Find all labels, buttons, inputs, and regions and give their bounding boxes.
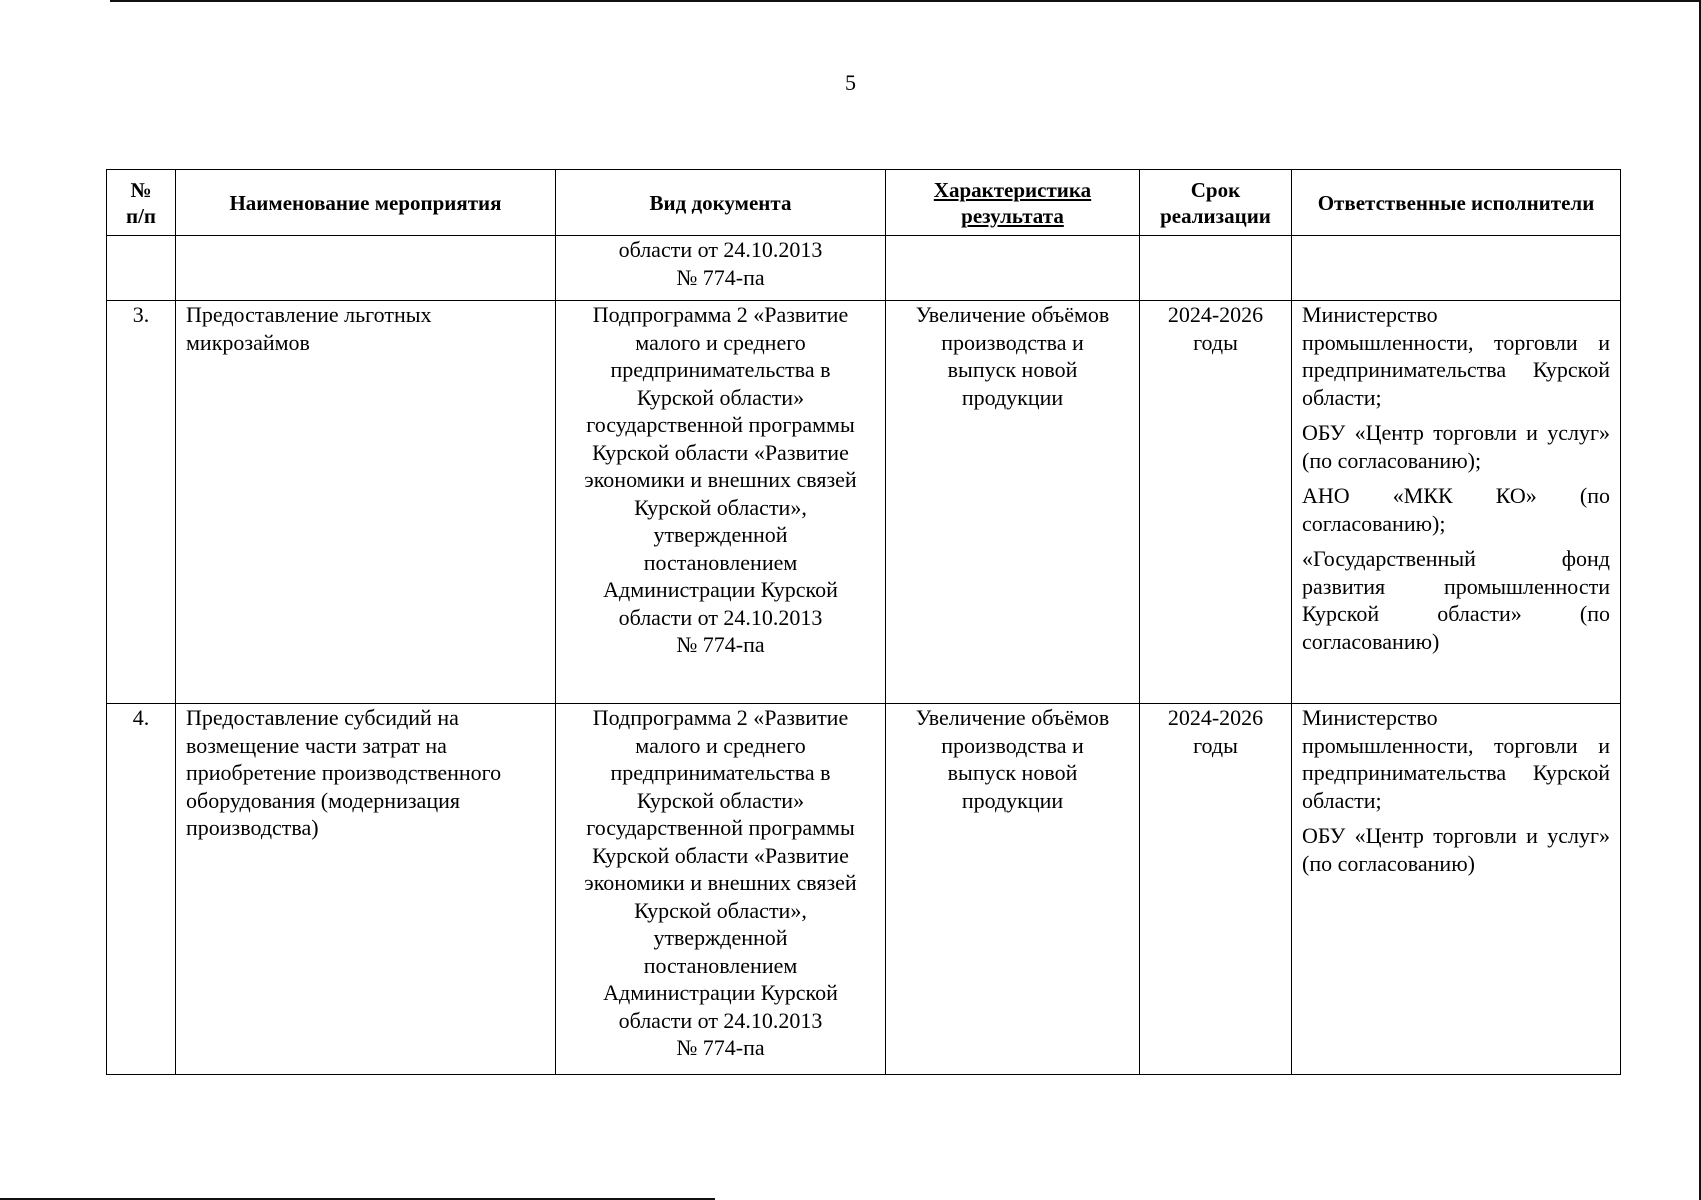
row-name: Предоставление субсидий на возмещение части затрат на приобретение производственного оборудования (модернизация производства) <box>176 704 556 1075</box>
row-result <box>886 236 1140 301</box>
row-executors <box>1292 704 1621 1075</box>
header-row <box>107 170 1621 236</box>
executor-item: «Государственный фонд развития промышленности Курской области» (по согласованию) <box>1302 546 1610 654</box>
row-term: 2024-2026 годы <box>1140 704 1292 1075</box>
table-header <box>107 170 1621 236</box>
executor-item: Министерство промышленности, торговли и предпринимательства Курской области; <box>1302 705 1610 813</box>
row-num: 4. <box>107 704 176 1075</box>
row-doc-type: Подпрограмма 2 «Развитие малого и среднего предпринимательства в Курской области» государственной программы Курской области «Развитие экономики и внешних связей Курской области», утвержденной постановлением Администрации Курской области от 24.10.2013 № 774-па <box>556 301 886 704</box>
executor-item: Министерство промышленности, торговли и предпринимательства Курской области; <box>1302 302 1610 410</box>
executor-item: АНО «МКК КО» (по согласованию); <box>1302 483 1610 536</box>
header-executors: Ответственные исполнители <box>1292 170 1621 236</box>
row-executors <box>1292 301 1621 704</box>
row-name <box>176 236 556 301</box>
header-result: Характеристика результата <box>886 170 1140 236</box>
page-number: 5 <box>845 70 856 95</box>
row-doc-type: Подпрограмма 2 «Развитие малого и среднего предпринимательства в Курской области» государственной программы Курской области «Развитие экономики и внешних связей Курской области», утвержденной постановлением Администрации Курской области от 24.10.2013 № 774-па <box>556 704 886 1075</box>
row-term: 2024-2026 годы <box>1140 301 1292 704</box>
row-executors <box>1292 236 1621 301</box>
header-num: № п/п <box>107 170 176 236</box>
header-term: Срок реализации <box>1140 170 1292 236</box>
row-doc-type: области от 24.10.2013 № 774-па <box>556 236 886 301</box>
row-result: Увеличение объёмов производства и выпуск новой продукции <box>886 301 1140 704</box>
row-num <box>107 236 176 301</box>
row-result: Увеличение объёмов производства и выпуск новой продукции <box>886 704 1140 1075</box>
table-row <box>107 704 1621 1075</box>
row-num: 3. <box>107 301 176 704</box>
row-term <box>1140 236 1292 301</box>
table-row <box>107 301 1621 704</box>
executor-item: ОБУ «Центр торговли и услуг» (по согласованию) <box>1302 823 1610 876</box>
header-name: Наименование мероприятия <box>176 170 556 236</box>
scan-edge-top <box>110 0 1701 2</box>
table-row <box>107 236 1621 301</box>
row-name: Предоставление льготных микрозаймов <box>176 301 556 704</box>
table-body <box>107 236 1621 1075</box>
executor-item: ОБУ «Центр торговли и услуг» (по согласованию); <box>1302 420 1610 473</box>
header-doc-type: Вид документа <box>556 170 886 236</box>
measures-table <box>106 169 1621 1075</box>
